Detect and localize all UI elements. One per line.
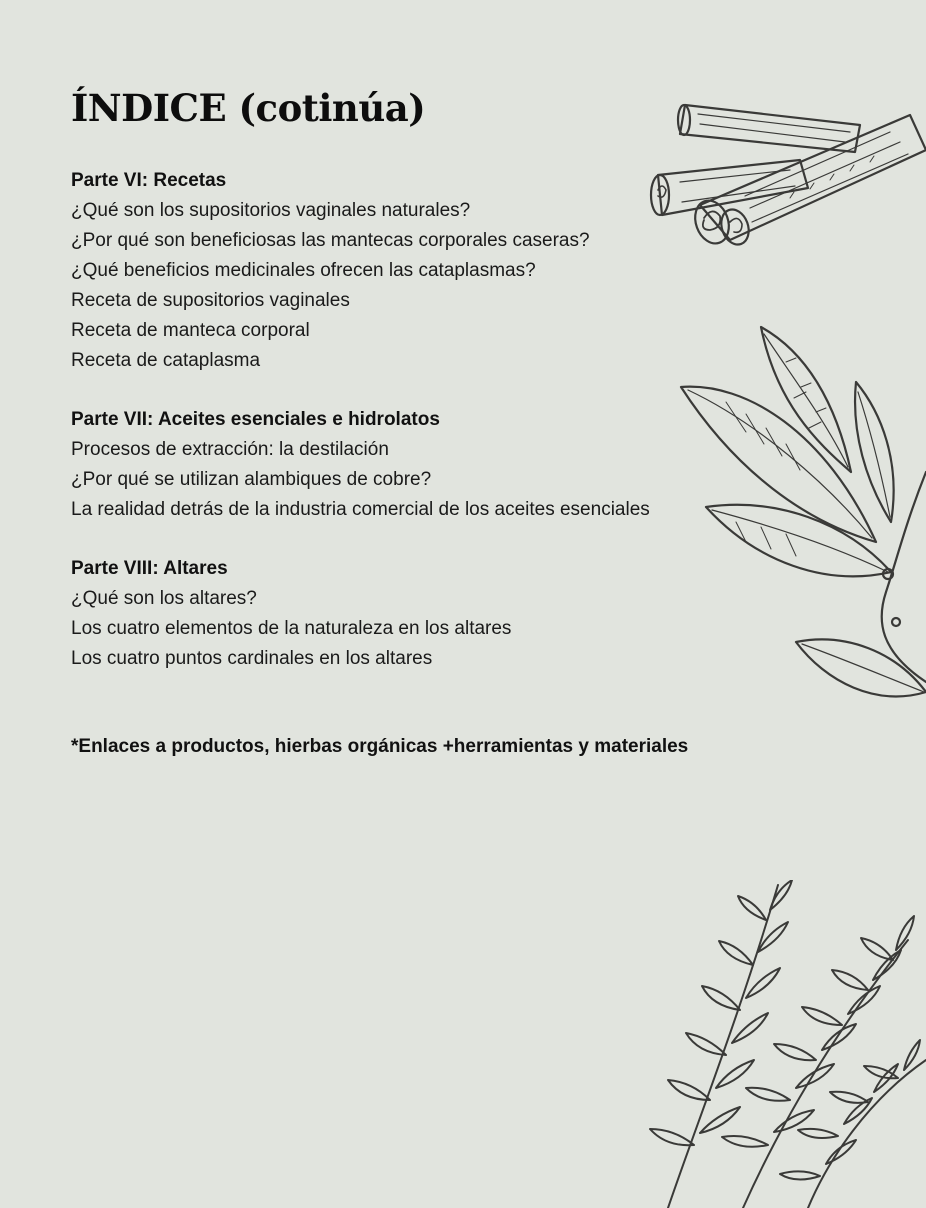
list-item: Receta de manteca corporal: [71, 320, 310, 341]
section-heading: Parte VI: Recetas: [71, 170, 227, 191]
bay-leaf-branch-illustration: [676, 322, 926, 732]
section-heading: Parte VII: Aceites esenciales e hidrolatos: [71, 409, 440, 430]
cinnamon-sticks-illustration: [640, 90, 926, 260]
toc-section-part-vi: [71, 166, 721, 376]
page-title: ÍNDICE (cotinúa): [71, 86, 426, 130]
list-item: La realidad detrás de la industria comercial de los aceites esenciales: [71, 499, 650, 520]
list-item: Receta de cataplasma: [71, 350, 261, 371]
list-item: ¿Por qué son beneficiosas las mantecas corporales caseras?: [71, 230, 590, 251]
section-heading: Parte VIII: Altares: [71, 558, 228, 579]
footnote: *Enlaces a productos, hierbas orgánicas +herramientas y materiales: [71, 736, 689, 757]
list-item: ¿Qué son los supositorios vaginales naturales?: [71, 200, 471, 221]
list-item: ¿Por qué se utilizan alambiques de cobre?: [71, 469, 432, 490]
toc-section-part-vii: [71, 405, 721, 525]
list-item: Procesos de extracción: la destilación: [71, 439, 389, 460]
list-item: Los cuatro elementos de la naturaleza en los altares: [71, 618, 512, 639]
rosemary-sprigs-illustration: [628, 880, 926, 1208]
list-item: ¿Qué beneficios medicinales ofrecen las cataplasmas?: [71, 260, 536, 281]
table-of-contents: [71, 166, 721, 703]
toc-section-part-viii: [71, 554, 721, 674]
list-item: Receta de supositorios vaginales: [71, 290, 350, 311]
list-item: ¿Qué son los altares?: [71, 588, 257, 609]
list-item: Los cuatro puntos cardinales en los altares: [71, 648, 433, 669]
